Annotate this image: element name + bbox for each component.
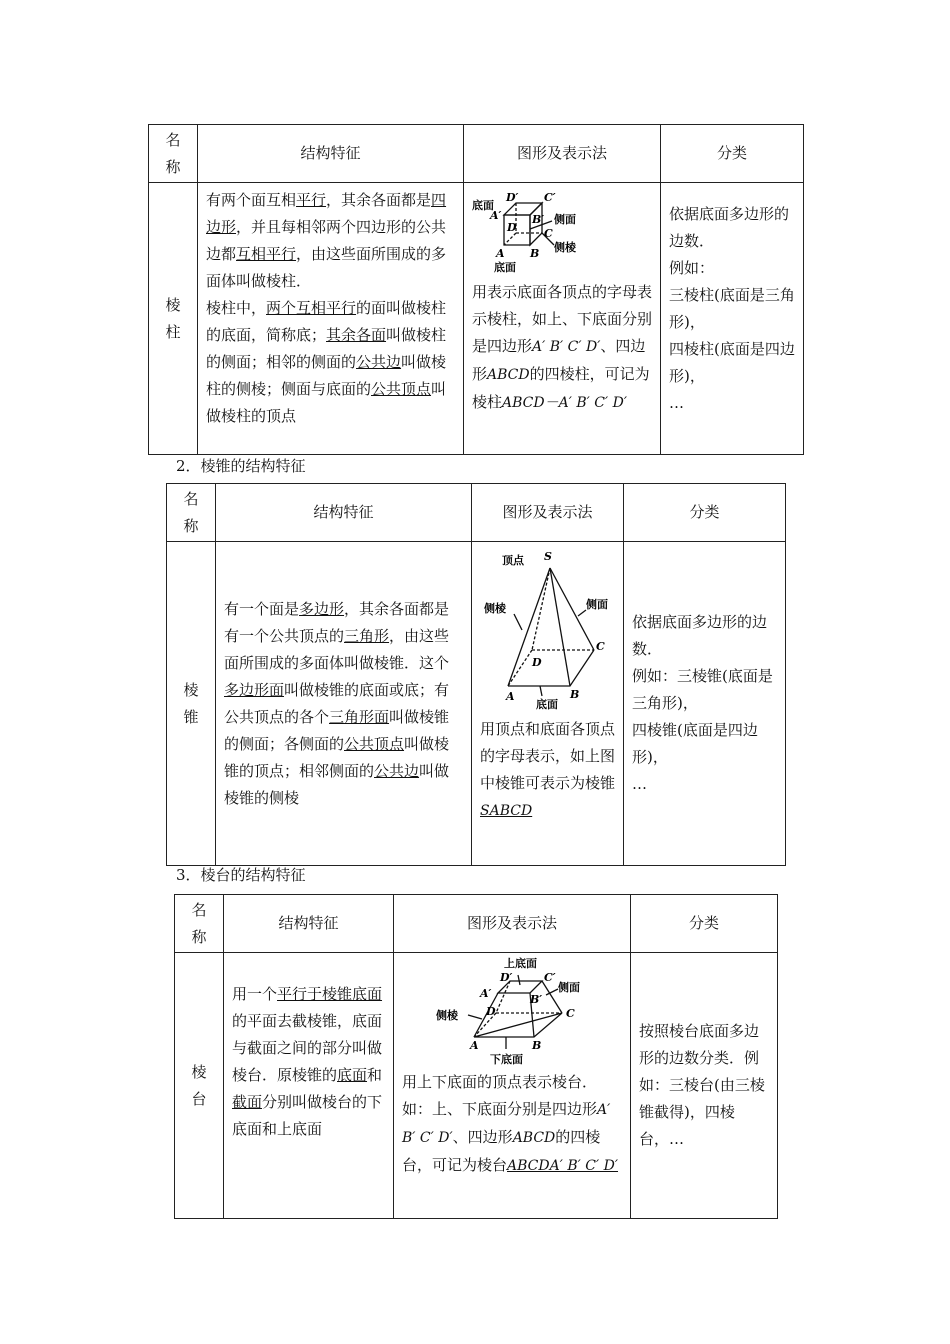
frustum-name: 棱 台 xyxy=(175,953,224,1219)
prism-label-side-face: 侧面 xyxy=(554,213,576,226)
pyramid-figure-cell: 顶点 S 侧棱 侧面 D C A B 底面 用顶点和底面各顶点的字母表示，如上图中棱锥可表示为棱锥 SABCD xyxy=(472,542,624,866)
prism-name: 棱 柱 xyxy=(149,183,198,455)
header-structure: 结构特征 xyxy=(198,125,464,183)
pyramid-side-face-pointer xyxy=(578,610,586,616)
prism-label-A: A xyxy=(496,247,505,260)
pyramid-label-B: B xyxy=(570,688,580,701)
frustum-side-edge-pointer xyxy=(468,1015,482,1019)
prism-label-side-edge: 侧棱 xyxy=(554,241,576,254)
prism-figure-cell: 底面 D′ C′ A′ B′ 侧面 D C 侧棱 A B 底面 用表示底面各顶点的字母表示棱柱，如上、下底面分别是四边形A′ B′ C′ D′、四边形ABCD的四棱柱，可记为棱柱ABCD－A′ B′ C′ D′ xyxy=(464,183,661,455)
pyramid-table xyxy=(166,483,786,866)
frustum-label-bottom: 下底面 xyxy=(490,1053,523,1066)
header-figure: 图形及表示法 xyxy=(464,125,661,183)
prism-label-Bp: B′ xyxy=(532,213,545,226)
prism-diagram xyxy=(472,189,592,279)
pyramid-label-A: A xyxy=(506,690,515,703)
pyramid-label-base: 底面 xyxy=(536,698,558,711)
prism-label-Cp: C′ xyxy=(544,191,556,204)
frustum-diagram xyxy=(434,955,594,1069)
pyramid-name: 棱 锥 xyxy=(167,542,216,866)
frustum-table xyxy=(174,894,778,1219)
pyramid-base-pointer xyxy=(540,686,542,696)
frustum-label-C: C xyxy=(566,1007,575,1020)
frustum-label-Bp: B′ xyxy=(530,993,543,1006)
frustum-figure-cell: 上底面 D′ C′ A′ B′ 侧面 侧棱 D C A B 下底面 用上下底面的顶点表示棱台．如：上、下底面分别是四边形A′ B′ C′ D′、四边形ABCD的四棱台，可记为棱台ABCDA′ B′ C′ D′ xyxy=(394,953,631,1219)
prism-classification: 依据底面多边形的边数． 例如： 三棱柱(底面是三角形)， 四棱柱(底面是四边形)， … xyxy=(661,183,804,455)
pyramid-edge-SA xyxy=(508,568,550,686)
prism-label-base-bottom: 底面 xyxy=(494,261,516,274)
frustum-label-B: B xyxy=(532,1039,542,1052)
pyramid-structure: 有一个面是多边形，其余各面都是有一个公共顶点的三角形，由这些面所围成的多面体叫做棱锥．这个多边形面叫做棱锥的底面或底；有公共顶点的各个三角形面叫做棱锥的侧面；各侧面的公共顶点叫做棱锥的顶点；相邻侧面的公共边叫做棱锥的侧棱 xyxy=(216,542,472,866)
section2-title: 2．棱锥的结构特征 xyxy=(176,457,306,475)
header-classification: 分类 xyxy=(661,125,804,183)
header-structure: 结构特征 xyxy=(216,484,472,542)
prism-label-Ap: A′ xyxy=(490,209,502,222)
header-name: 名 称 xyxy=(149,125,198,183)
prism-label-D: D xyxy=(507,221,517,234)
pyramid-label-D: D xyxy=(532,656,542,669)
frustum-top-pointer xyxy=(518,975,520,985)
header-figure: 图形及表示法 xyxy=(394,895,631,953)
pyramid-label-apex: 顶点 xyxy=(502,554,524,567)
frustum-label-A: A xyxy=(470,1039,479,1052)
prism-label-base-top: 底面 xyxy=(472,199,494,212)
pyramid-side-edge-pointer xyxy=(514,614,522,630)
prism-table xyxy=(148,124,804,455)
header-name: 名 称 xyxy=(175,895,224,953)
frustum-structure: 用一个平行于棱锥底面的平面去截棱锥，底面与截面之间的部分叫做棱台．原棱锥的底面和截面分别叫做棱台的下底面和上底面 xyxy=(224,953,394,1219)
header-name: 名 称 xyxy=(167,484,216,542)
frustum-label-D: D xyxy=(486,1005,496,1018)
section3-title: 3．棱台的结构特征 xyxy=(176,866,306,884)
header-classification: 分类 xyxy=(624,484,786,542)
pyramid-label-side-face: 侧面 xyxy=(586,598,608,611)
frustum-classification: 按照棱台底面多边形的边数分类．例如：三棱台(由三棱锥截得)，四棱台，… xyxy=(631,953,778,1219)
prism-label-Dp: D′ xyxy=(506,191,519,204)
prism-structure: 有两个面互相平行，其余各面都是四边形，并且每相邻两个四边形的公共边都互相平行，由这些面所围成的多面体叫做棱柱． 棱柱中，两个互相平行的面叫做棱柱的底面，简称底；其余各面叫做棱柱的侧面；相邻的侧面的公共边叫做棱柱的侧棱；侧面与底面的公共顶点叫做棱柱的顶点 xyxy=(198,183,464,455)
pyramid-classification: 依据底面多边形的边数． 例如：三棱锥(底面是三角形)， 四棱锥(底面是四边形)， … xyxy=(624,542,786,866)
pyramid-label-side-edge: 侧棱 xyxy=(484,602,506,615)
frustum-label-Cp: C′ xyxy=(544,971,556,984)
prism-label-B: B xyxy=(530,247,540,260)
frustum-label-top: 上底面 xyxy=(504,957,537,970)
header-structure: 结构特征 xyxy=(224,895,394,953)
header-figure: 图形及表示法 xyxy=(472,484,624,542)
prism-label-C: C xyxy=(544,227,553,240)
pyramid-diagram xyxy=(478,546,618,716)
frustum-label-side-edge: 侧棱 xyxy=(436,1009,458,1022)
header-classification: 分类 xyxy=(631,895,778,953)
frustum-label-Ap: A′ xyxy=(480,987,492,1000)
frustum-label-Dp: D′ xyxy=(500,971,513,984)
pyramid-base-visible xyxy=(508,650,594,686)
pyramid-label-S: S xyxy=(544,550,552,563)
pyramid-label-C: C xyxy=(596,640,605,653)
frustum-label-side-face: 侧面 xyxy=(558,981,580,994)
